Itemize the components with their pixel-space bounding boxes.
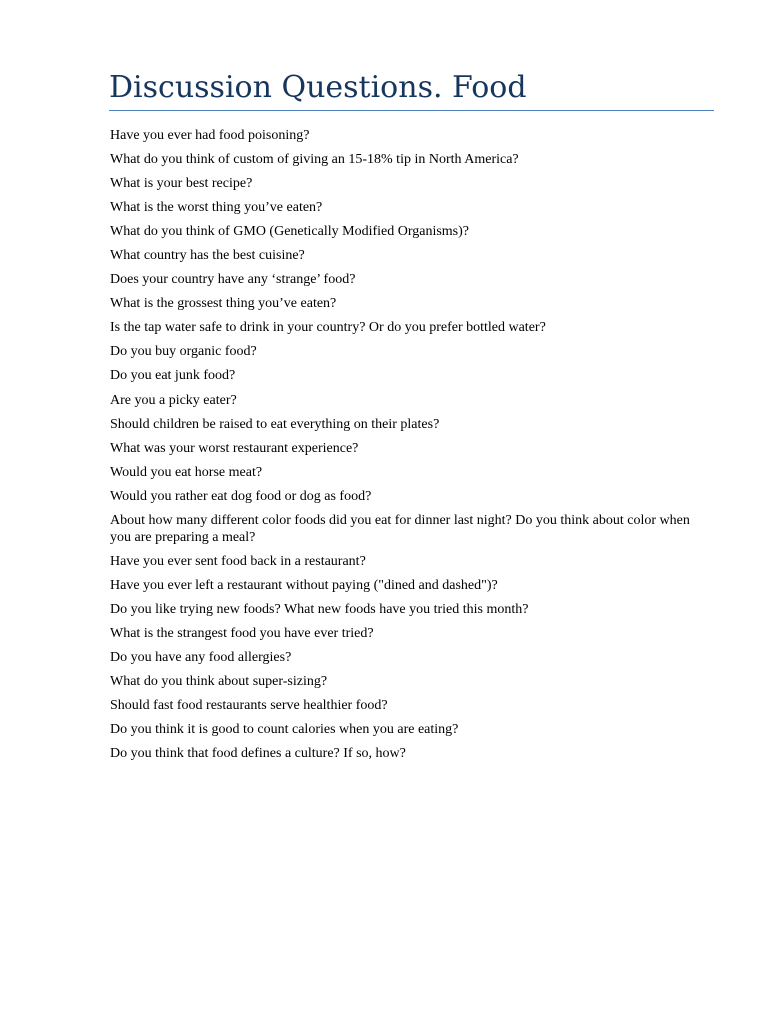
question-item: Do you buy organic food? [110, 344, 257, 360]
question-item: What do you think about super-sizing? [110, 674, 328, 690]
question-item: Do you think that food defines a culture? If so, how? [110, 746, 406, 762]
question-item: What is your best recipe? [110, 176, 253, 192]
title-underline [109, 110, 714, 111]
question-item: Have you ever had food poisoning? [110, 128, 310, 143]
question-item: Should children be raised to eat everything on their plates? [110, 416, 440, 432]
question-item: Is the tap water safe to drink in your country? Or do you prefer bottled water? [110, 320, 546, 336]
question-item: What country has the best cuisine? [110, 248, 305, 264]
question-item: What is the grossest thing you’ve eaten? [110, 296, 337, 312]
question-item: Should fast food restaurants serve healthier food? [110, 698, 388, 714]
question-item: Does your country have any ‘strange’ food? [110, 272, 356, 288]
question-item: Are you a picky eater? [110, 392, 237, 408]
question-item: Have you ever left a restaurant without paying ("dined and dashed")? [110, 577, 498, 593]
question-item: What is the worst thing you’ve eaten? [110, 200, 323, 216]
question-item: Do you like trying new foods? What new foods have you tried this month? [110, 601, 529, 617]
question-item: What was your worst restaurant experience? [110, 440, 359, 456]
question-item: Would you rather eat dog food or dog as food? [110, 488, 372, 504]
question-item: What do you think of custom of giving an 15-18% tip in North America? [110, 152, 519, 168]
question-item: Do you eat junk food? [110, 368, 236, 384]
question-item: What is the strangest food you have ever tried? [110, 625, 374, 641]
question-item: Would you eat horse meat? [110, 464, 263, 480]
page-title: Discussion Questions. Food [109, 70, 527, 105]
question-item: Have you ever sent food back in a restaurant? [110, 553, 366, 569]
question-item: Do you have any food allergies? [110, 649, 292, 665]
question-item: What do you think of GMO (Genetically Modified Organisms)? [110, 224, 470, 240]
question-item: About how many different color foods did you eat for dinner last night? Do you think about color when you are preparing a meal? [110, 512, 690, 545]
question-item: Do you think it is good to count calories when you are eating? [110, 722, 459, 738]
question-list [110, 127, 700, 769]
